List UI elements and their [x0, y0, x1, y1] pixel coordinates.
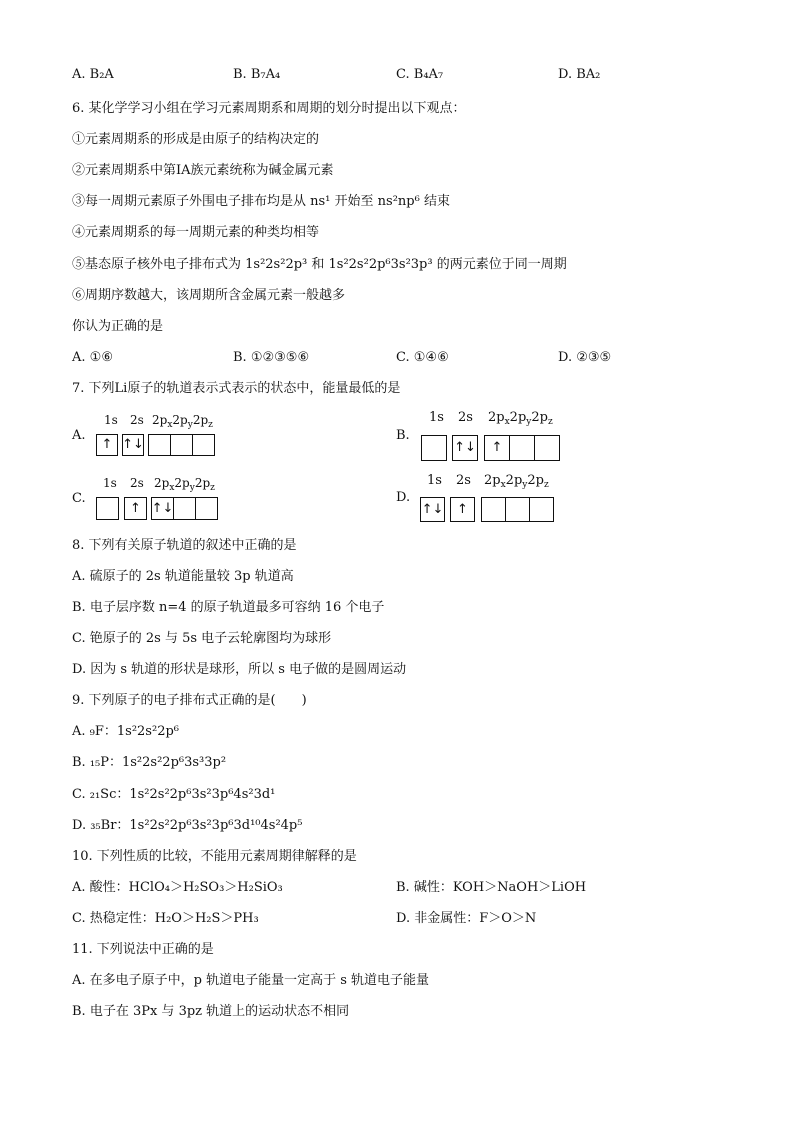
- orbital-2s-box: [122, 434, 144, 456]
- q8-option-b: B. 电子层序数 n=4 的原子轨道最多可容纳 16 个电子: [72, 600, 385, 615]
- q9-option-b: B. ₁₅P：1s²2s²2p⁶3s³3p²: [72, 755, 227, 770]
- orbital-2s-box: [124, 497, 147, 520]
- q8-stem: 8. 下列有关原子轨道的叙述中正确的是: [72, 538, 297, 553]
- q6-option-c: C. ①④⑥: [396, 350, 449, 365]
- q9-option-a: A. ₉F：1s²2s²2p⁶: [72, 724, 179, 739]
- q5-option-b: B. B₇A₄: [233, 67, 281, 82]
- q11-stem: 11. 下列说法中正确的是: [72, 942, 214, 957]
- q7-option-a: [72, 410, 232, 460]
- orbital-2pz-box: [195, 497, 218, 520]
- orbital-2py-box: [173, 497, 196, 520]
- label-2s: 2s: [456, 473, 471, 488]
- label-2p: $2p_x2p_y2p_z$: [154, 476, 215, 493]
- q9-option-c: C. ₂₁Sc：1s²2s²2p⁶3s²3p⁶4s²3d¹: [72, 787, 276, 802]
- electron-arrow: ↑: [457, 501, 468, 517]
- electron-arrow: ↑: [130, 500, 141, 516]
- label-1s: 1s: [429, 410, 444, 425]
- label-1s: 1s: [103, 476, 117, 490]
- electron-arrow: ↑↓: [151, 500, 174, 516]
- q10-option-d: D. 非金属性：F＞O＞N: [396, 911, 537, 926]
- q6-item-6: ⑥周期序数越大，该周期所含金属元素一般越多: [72, 288, 346, 303]
- q7-option-c-letter: C.: [72, 491, 86, 506]
- electron-arrow: ↑: [491, 440, 503, 456]
- q8-option-a: A. 硫原子的 2s 轨道能量较 3p 轨道高: [72, 569, 294, 584]
- label-2s: 2s: [130, 413, 144, 427]
- q5-option-c: C. B₄A₇: [396, 67, 444, 82]
- q6-item-2: ②元素周期系中第ⅠA族元素统称为碱金属元素: [72, 163, 334, 178]
- q11-option-a: A. 在多电子原子中，p 轨道电子能量一定高于 s 轨道电子能量: [72, 973, 430, 988]
- q8-option-d: D. 因为 s 轨道的形状是球形，所以 s 电子做的是圆周运动: [72, 662, 407, 677]
- label-1s: 1s: [427, 473, 442, 488]
- q6-item-1: ①元素周期系的形成是由原子的结构决定的: [72, 132, 320, 147]
- orbital-2px-box: [484, 435, 510, 461]
- q7-option-b: [396, 408, 576, 464]
- electron-arrow: ↑↓: [421, 501, 444, 517]
- orbital-1s-box: [420, 497, 445, 522]
- q10-option-b: B. 碱性：KOH＞NaOH＞LiOH: [396, 880, 587, 895]
- q6-option-b: B. ①②③⑤⑥: [233, 350, 310, 365]
- label-2p: $2p_x2p_y2p_z$: [488, 410, 553, 427]
- q6-stem: 6. 某化学学习小组在学习元素周期系和周期的划分时提出以下观点：: [72, 101, 466, 116]
- orbital-2py-box: [170, 434, 193, 456]
- q9-stem: 9. 下列原子的电子排布式正确的是( ): [72, 693, 307, 708]
- q10-option-a: A. 酸性：HClO₄＞H₂SO₃＞H₂SiO₃: [72, 880, 283, 895]
- q6-option-d: D. ②③⑤: [558, 350, 612, 365]
- label-2p: $2p_x2p_y2p_z$: [152, 413, 213, 430]
- orbital-2s-box: [452, 435, 478, 461]
- orbital-1s-box: [421, 435, 447, 461]
- q7-option-c: [72, 473, 232, 523]
- label-2s: 2s: [130, 476, 144, 490]
- q11-option-b: B. 电子在 3Px 与 3pz 轨道上的运动状态不相同: [72, 1004, 350, 1019]
- q7-stem: 7. 下列Li原子的轨道表示式表示的状态中，能量最低的是: [72, 381, 401, 396]
- q8-option-c: C. 铯原子的 2s 与 5s 电子云轮廓图均为球形: [72, 631, 332, 646]
- q9-option-d: D. ₃₅Br：1s²2s²2p⁶3s²3p⁶3d¹⁰4s²4p⁵: [72, 818, 303, 833]
- orbital-1s-box: [96, 497, 119, 520]
- q6-item-4: ④元素周期系的每一周期元素的种类均相等: [72, 225, 320, 240]
- label-2s: 2s: [458, 410, 473, 425]
- orbital-2py-box: [505, 497, 530, 522]
- orbital-2pz-box: [529, 497, 554, 522]
- orbital-2px-box: [148, 434, 171, 456]
- q7-option-d: [396, 470, 576, 526]
- orbital-2px-box: [151, 497, 174, 520]
- q7-option-b-letter: B.: [396, 428, 410, 443]
- q7-option-a-letter: A.: [72, 428, 86, 443]
- q6-prompt: 你认为正确的是: [72, 319, 164, 334]
- q7-option-d-letter: D.: [396, 490, 411, 505]
- q6-item-5: ⑤基态原子核外电子排布式为 1s²2s²2p³ 和 1s²2s²2p⁶3s²3p³ 的两元素位于同一周期: [72, 257, 567, 272]
- label-2p: $2p_x2p_y2p_z$: [484, 473, 549, 490]
- q10-option-c: C. 热稳定性：H₂O＞H₂S＞PH₃: [72, 911, 259, 926]
- orbital-2pz-box: [192, 434, 215, 456]
- q5-option-a: A. B₂A: [72, 67, 114, 82]
- orbital-2py-box: [509, 435, 535, 461]
- orbital-1s-box: [96, 434, 118, 456]
- electron-arrow: ↑↓: [122, 437, 144, 453]
- orbital-2px-box: [481, 497, 506, 522]
- q6-option-a: A. ①⑥: [72, 350, 113, 365]
- q6-item-3: ③每一周期元素原子外围电子排布均是从 ns¹ 开始至 ns²np⁶ 结束: [72, 194, 450, 209]
- q10-stem: 10. 下列性质的比较，不能用元素周期律解释的是: [72, 849, 357, 864]
- orbital-2s-box: [450, 497, 475, 522]
- electron-arrow: ↑↓: [454, 440, 476, 456]
- label-1s: 1s: [104, 413, 118, 427]
- orbital-2pz-box: [534, 435, 560, 461]
- q5-option-d: D. BA₂: [558, 67, 601, 82]
- electron-arrow: ↑: [101, 437, 113, 453]
